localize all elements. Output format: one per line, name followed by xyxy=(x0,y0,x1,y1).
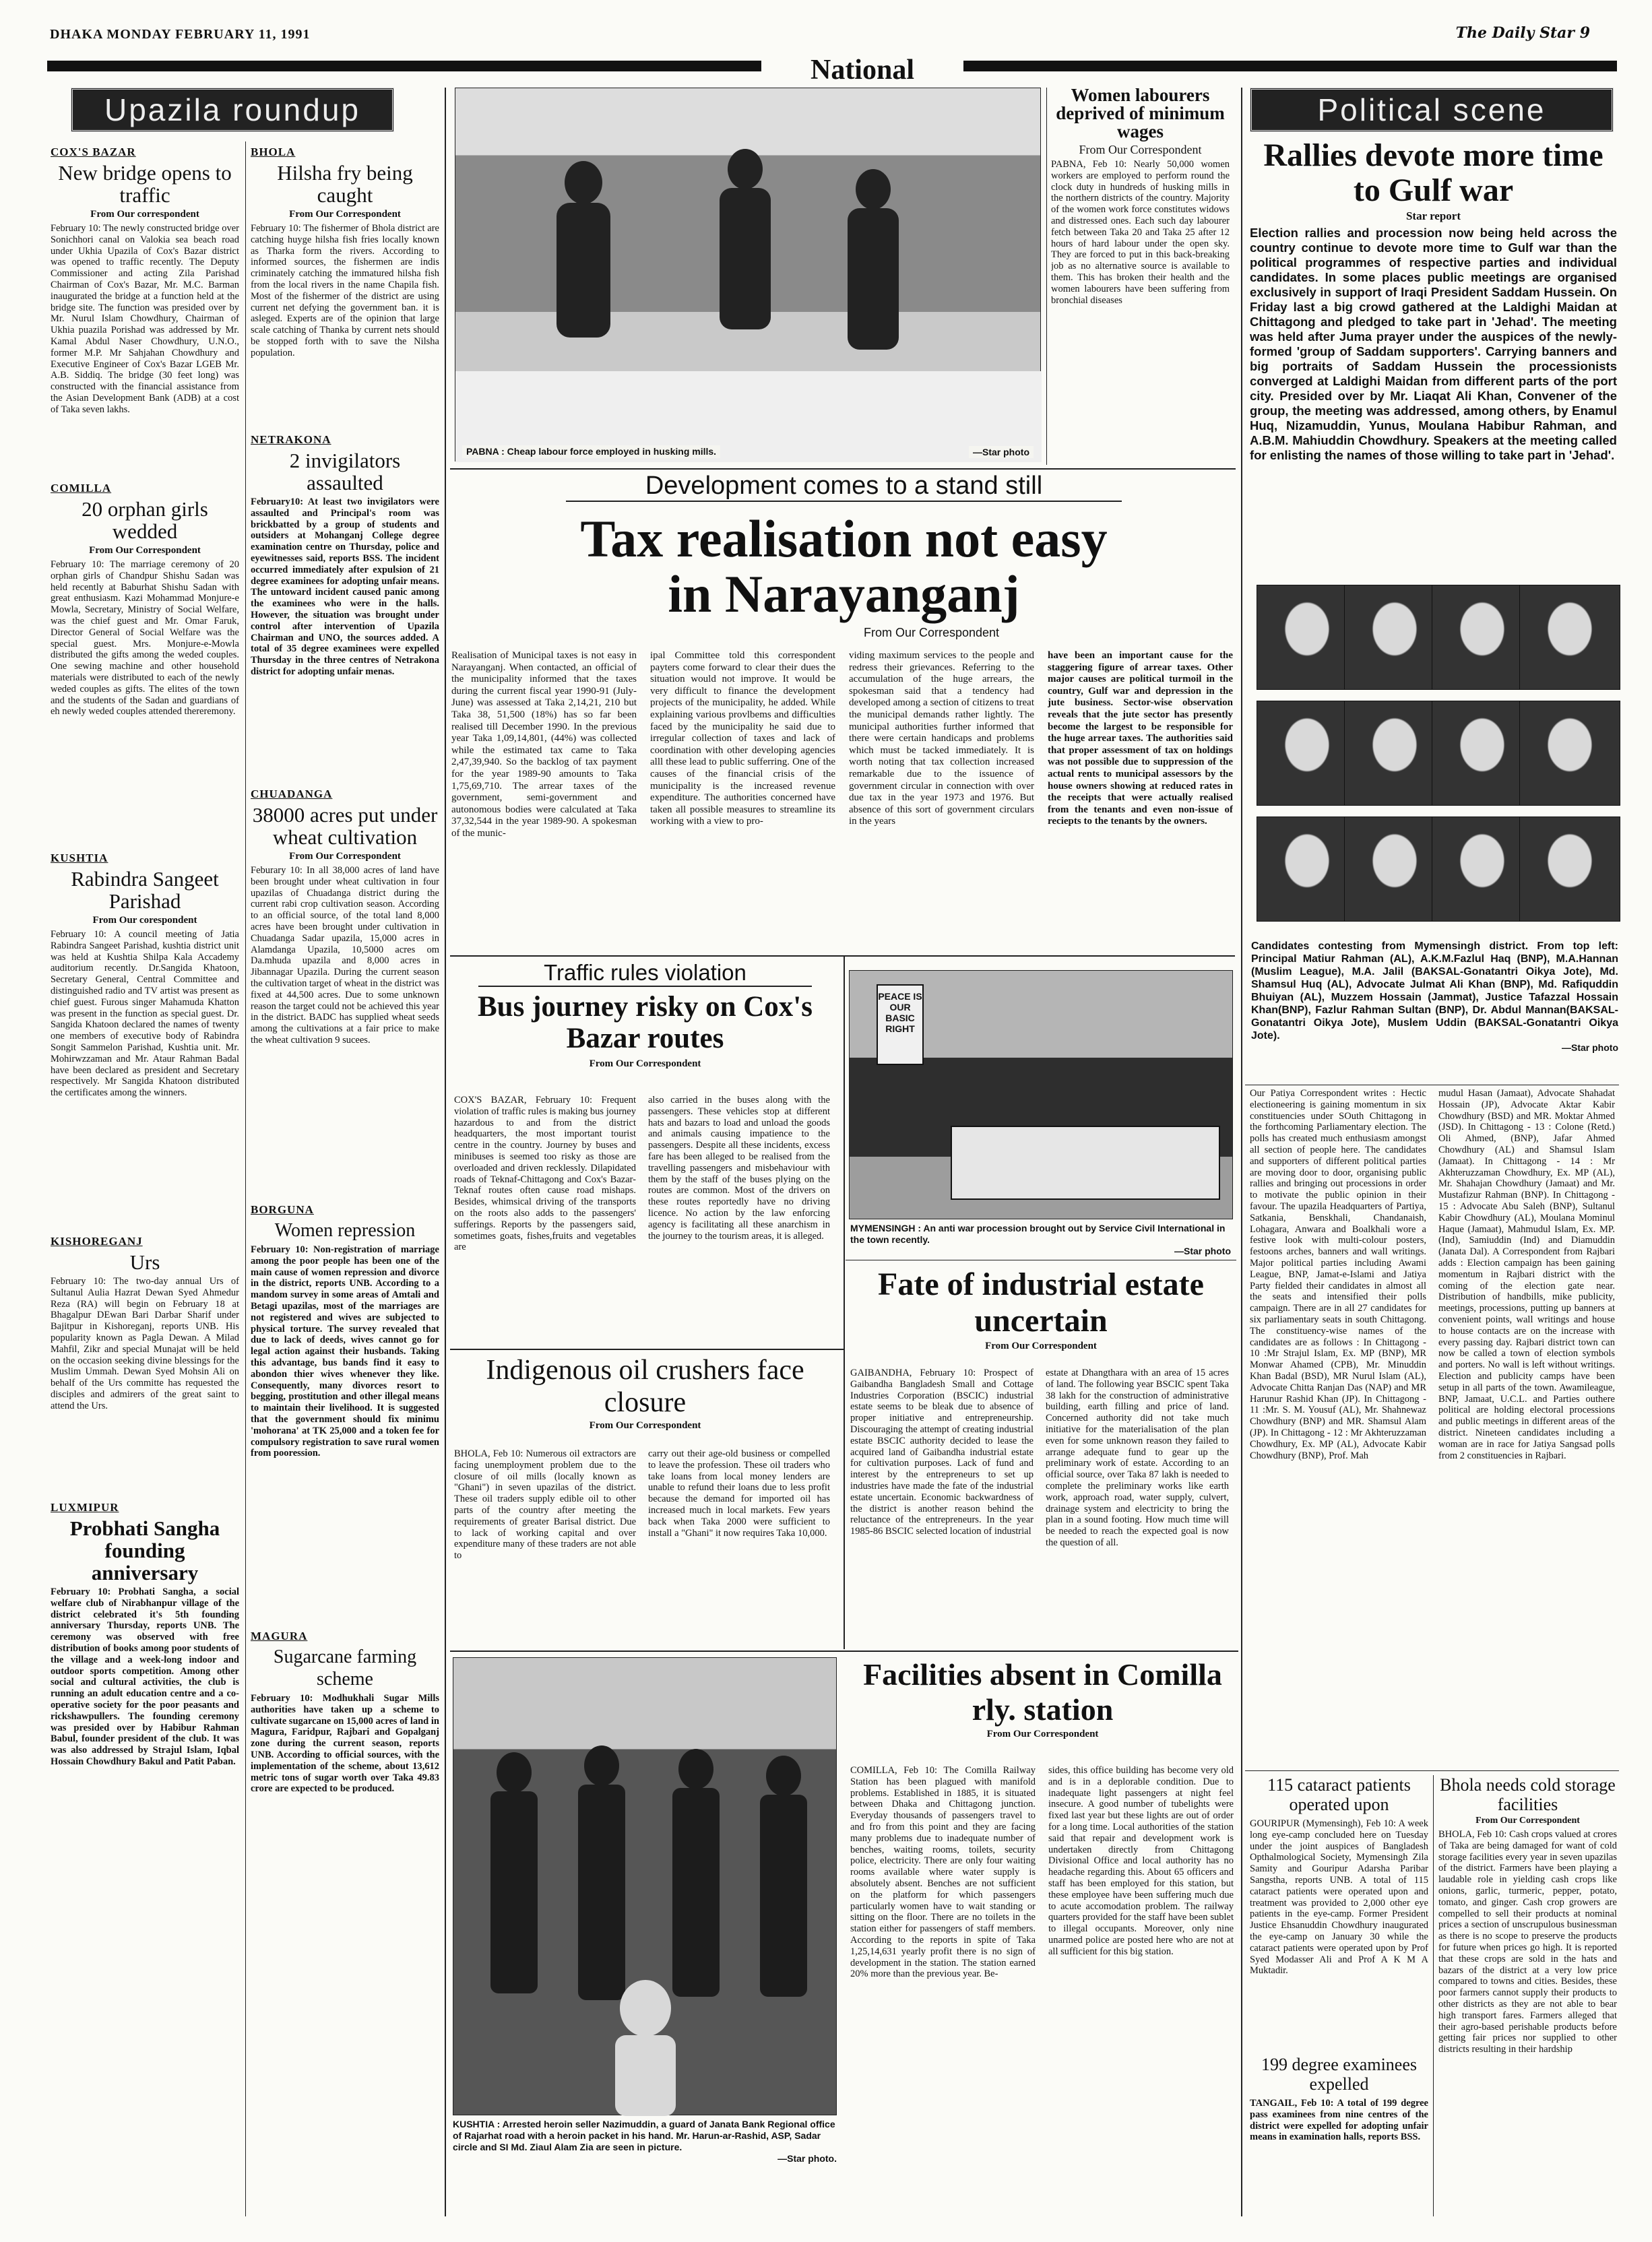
story-headline: 38000 acres put under wheat cultivation xyxy=(252,803,438,849)
women-labourers-story xyxy=(1051,86,1230,463)
upazila-roundup-band: Upazila roundup xyxy=(71,88,394,132)
story-headline: Indigenous oil crushers face closure xyxy=(486,1355,804,1418)
story-headline: Bus journey risky on Cox's Bazar routes xyxy=(478,991,813,1054)
column-divider xyxy=(245,141,246,2216)
kushtia-heroin-photo xyxy=(453,1657,837,2115)
photo-caption: KUSHTIA : Arrested heroin seller Nazimuddin, a guard of Janata Bank Regional office of Rajarhat road with a heroin packet in his hand. Mr. Harun-ar-Rashid, ASP, Sadar circle and SI Md. Ziaul Alam Zia are seen in picture. xyxy=(453,2119,835,2152)
locality-label: MAGURA xyxy=(251,1630,308,1642)
story-column: estate at Dhangthara with an area of 15 acres of land. The following year BSCIC spent Taka 38 lakh for the construction of administrative building, earth filling and price of land. Concerned authority did not take much initiative for the materialisation of the plan even for some unknown reason they failed to arrange adequate fund to gear up the preliminary work of estate. According to an official source, over Taka 87 lakh is needed to complete the preliminary works like earth work, approach road, water supply, culvert, drainage system and electricity to bring the plan in a sound footing. How much time will be needed to reach the expected goal is now the question of all. xyxy=(1046,1368,1229,1548)
photo-caption: PABNA : Cheap labour force employed in husking mills. xyxy=(462,445,720,458)
story-column: COX'S BAZAR, February 10: Frequent violation of traffic rules is making bus journey hazardous to and from the district headquarters, the most important tourist centre in the country. Journey by buses and minibuses is seemed too risky as those are overloaded and driven recklessly. Dilapidated roads of Teknaf-Chittagong and Cox's Bazar-Teknaf routes often cause road mishaps. Besides, whimsical driving of the transports on the roots also adds to the passengers' sufferings. Reports by the passengers said, sometimes goats, fishes,fruits and vegetables are xyxy=(454,1095,636,1253)
story-column: Realisation of Municipal taxes is not easy in Narayanganj. When contacted, an official of the municipality informed that the taxes during the current fiscal year 1990-91 (July-June) was assessed at Taka 2,14,21, 210 but Taka 38, 51,500 (18%) has so far been realised till December 1990. In the previous year Taka 1,09,14,801, (44%) was collected while the estimated tax came to Taka 2,47,39,940. So the backlog of tax payment for the year 1989-90 amounts to Taka 1,75,69,710. The arrear taxes of the government, semi-government and autonomous bodies were calculated at Taka 37,32,544 in the year 1989-90. A spokesman of the munic- xyxy=(451,650,637,839)
story-byline: From Our Correspondent xyxy=(1079,143,1202,156)
locality-label: NETRAKONA xyxy=(251,433,331,446)
story-body: February 10: Probhati Sangha, a social welfare club of Nirabhanpur village of the district celebrated it's 5th founding anniversary Thursday, reports UNB. The ceremony was observed with free distribution of books among poor students of the village and a week-long indoor and outdoor sports competition. Among other social and cultural activities, the club is running an adult education centre and a co-operative society for the poor peasants and rickshawpullers. The founding ceremony was presided over by Habibur Rahman Babul, founder president of the club. It was was also addressed by Strajul Islam, Iqbal Hossain Chowdhury Bakul and Patit Paban. xyxy=(51,1587,239,1767)
section-rule xyxy=(1245,1770,1619,1771)
expelled-story xyxy=(1250,2055,1428,2216)
story-byline: From Our Correspondent xyxy=(289,209,401,220)
masthead xyxy=(47,20,1617,86)
peace-placard: PEACE IS OUR BASIC RIGHT xyxy=(877,984,924,1065)
story-headline: Women repression xyxy=(274,1220,416,1241)
estate-story xyxy=(849,1267,1233,1644)
story-byline: From Our correspondent xyxy=(90,209,199,220)
story-body: February 10: A council meeting of Jatia Rabindra Sangeet Parishad, kushtia district unit was held at Kushtia Shilpa Kala Accademy auditorium recently. Dr.Sangida Khatoon, Secretary General, Central Committee and distinguished radio and TV artist was present as chief guest. Furous singer Mahamuda Khatton was present in the function as special guest. Dr. Sangida Khatoon declared the names of twenty one members of executive body of Rabindra Songit Sammelon Parishad, Kushtia unit. Mr. Mohirwzzaman and Mr. Ataur Rahman Badal have been declared as president and Secretary respectively. Mr Sangida Khatoon distributed the certificates among the winners. xyxy=(51,929,239,1099)
upazila-item xyxy=(251,146,439,425)
upazila-column-2 xyxy=(251,141,439,2216)
story-headline: 115 cataract patients operated upon xyxy=(1267,1775,1411,1814)
photo-credit: —Star photo xyxy=(1174,1246,1231,1256)
story-column: ipal Committee told this correspondent payters come forward to clear their dues the situation would not improve. It would be very difficult to finance the development projects of the municipality, he added. While explaining various provlbems and difficulties faced by the municipality he said due to irregular collection of taxes and lack of coordination with other developing agencies alll these lead to public sufferring. One of the causes of the financial crisis of the municipality is the increased revenue expenditure. The authorities concerned have taken all possible measures to streamline its working with a view to pro- xyxy=(650,650,835,827)
story-headline: Tax realisation not easy in Narayanganj xyxy=(580,509,1108,623)
candidate-portrait xyxy=(1519,816,1620,922)
candidate-portrait xyxy=(1432,701,1533,806)
story-column: BHOLA, Feb 10: Numerous oil extractors are facing unemployment problem due to the closure of oil mills (locally known as "Ghani") in seven upazilas of the district. These oil traders supply edible oil to other parts of the country after meeting the requirements of greater Barisal district. Due to lack of working capital and over expenditure many of these traders are not able to xyxy=(454,1448,636,1562)
locality-label: BORGUNA xyxy=(251,1203,314,1216)
upazila-item xyxy=(251,1203,439,1622)
story-body: Feburary 10: In all 38,000 acres of land have been brought under wheat cultivation in four upazilas of Chuadanga district during the current rabi crop cultivation season. According to an official source, of the total land 8,000 acres have been brought under cultivation in Chuadanga Sadar upazila, 15,000 acres in Alamdanga Upazila, 10,5000 acres om Da.mhuda upazila and 8,000 acres in Jibannagar Upazila. During the current season the cultivation target of wheat in the district was fixed at 44,500 acres. Due to some unknown reason the target could not be achieved this year in the district. BADC has supplied wheat seeds among the cultivations at a fair price to make the wheat cultivation 9 sucees. xyxy=(251,865,439,1046)
figures-illustration xyxy=(455,88,1042,462)
candidate-portrait xyxy=(1257,585,1358,690)
locality-label: COX'S BAZAR xyxy=(51,146,136,158)
candidates-photo-grid xyxy=(1250,579,1617,936)
story-column: have been an important cause for the staggering figure of arrear taxes. Other major causes are political turmoil in the country, Gulf war and depression in the jute business. Sector-wise observation reveals that the jute sector has presently become the largest to be responsible for the huge arrear taxes. The authorities said that proper assessment of tax on holdings was not possible due to suppression of the actual rents to municipal assessors by the house owners showing at reduced rates in the receipts that were actually realised from the tenants and even non-issue of reciepts to the tenants by the owners. xyxy=(1048,650,1233,827)
story-byline: From Our Correspondent xyxy=(589,1058,701,1069)
upazila-item xyxy=(51,1235,239,1492)
story-headline: Hilsha fry being caught xyxy=(277,161,413,207)
story-body: February 10: Modhukhali Sugar Mills authorities have taken up a scheme to cultivate sugarcane on 15,000 acres of land in Magura, Faridpur, Rajbari and Gopalganj zone during the current season, reports UNB. According to official sources, with the implementation of the scheme, about 13,612 metric tons of sugar worth over Taka 49.83 crore are expected to be produced. xyxy=(251,1693,439,1795)
paper-name-logo: The Daily Star 9 xyxy=(1455,24,1590,42)
candidate-portrait xyxy=(1519,585,1620,690)
story-headline: 199 degree examinees expelled xyxy=(1261,2055,1417,2094)
tax-story xyxy=(451,472,1236,984)
locality-label: KISHOREGANJ xyxy=(51,1235,143,1248)
political-story xyxy=(1250,138,1617,569)
photo-credit: —Star photo xyxy=(969,446,1034,458)
story-headline: 2 invigilators assaulted xyxy=(289,449,401,494)
story-byline: From Our Correspondent xyxy=(89,545,201,556)
story-column: Our Patiya Correspondent writes : Hectic electioneering is gaining momentum in six constituencies under SOuth Chittagong in the forthcoming Parliamentary election. The polls has created much enthusiasm amongst all section of people here. The candidates and supporters of different political parties are moving door to door, organising public rallies and bringing out processions in order to motivate the public opinion in their favour. The upazila Headquarters of Partiya, Satkania, Benskhali, Chandanaish, Lohagara, Anwara and Boalkhali wore a festive look with multi-colour posters, festoons arches, banners and wall writings. Major political parties including Awami League, BNP, Jamat-e-Islami and Jatiya Party fielded their candidates in almost all the seats and intensified their polls campaign. There are in all 27 candidates for six parliamentary seats in south Chittagong. The constituency-wise names of the candidates are as follows : In Chittagong - 10 :Mr Strajul Islam, Ex. MP (BNP), MR Monwar Ahamed (CPB), Mr. Minuddin Khan Badal (BSD), MR Nurul Islam (AL), Advocate Chitta Ranjan Das (NAP) and MR Harunur Rashid Khan (JP). In Chittagong - 11 :Mr. S. M. Yousuf (AL), Mr. Shahnewaz Chowdhury (BNP) and MR. Shamsul Alam (JP). In Chittagong - 12 : Mr Akhteruzzaman Chowdhury, Ex. MP (AL), Advocate Kabir Chowdhury (BNP), Prof. Mah xyxy=(1250,1088,1426,1461)
story-byline: From Our Correspondent xyxy=(1475,1816,1580,1826)
banner-graphic xyxy=(951,1126,1220,1200)
story-headline: Women labourers deprived of minimum wages xyxy=(1056,86,1225,141)
upazila-item xyxy=(51,852,239,1225)
section-rule xyxy=(450,1349,844,1350)
story-column: GAIBANDHA, February 10: Prospect of Gaibandha Bangladesh Small and Cottage Industries Corporation (BSCIC) industrial estate seems to be bleak due to absence of proper initiative and entrepreneurship. Discouraging the attempt of creating industrial estate BSCIC authority decided to lease the acquired land of Gaibandha industrial estate for cultivation purposes. Lack of fund and interest by the entrepreneurs to set up industries have made the fate of the industrial estate uncertain. Economic backwardness of the district is another reason behind the reluctance of the entrepreneurs. In the year 1985-86 BSCIC selected location of industrial xyxy=(850,1368,1034,1537)
column-divider xyxy=(445,88,446,2216)
comilla-story xyxy=(849,1657,1236,2216)
political-columns xyxy=(1250,1088,1617,1762)
story-byline: From Our Correspondent xyxy=(289,851,401,862)
story-column: also carried in the buses along with the passengers. These vehicles stop at different hats and bazars to load and unload the goods and animals causing impatience to the passengers. Despite all these incidents, excess fare has been alleged to be realised from the travelling passengers and misbehaviour with them by the staff of the buses plying on the routes are common. Most of the drivers on these routes reportedly have no driving licence. No action by the law enforcing agency is facilitating all these anarchism in the journey to the tourism areas, it is alleged. xyxy=(648,1095,830,1242)
column-divider xyxy=(844,955,845,1649)
story-body: BHOLA, Feb 10: Cash crops valued at crores of Taka are being damaged for want of cold storage facilities every year in seven upazilas of the district. Farmers have been playing a laudable role in yielding cash crops like onions, garlic, turmeric, pepper, potato, tomato, and ginger. Cash crop growers are compelled to sell their products at nominal prices a section of unscrupulous businessman as there is no scope to preserve the products for future when prices go high. It is reported that these crops are sold in the hats and bazars of the district at a very low price compared to towns and cities. Besides, these poor farmers cannot supply their products to other districts as they are not able to bear high transport fares. Farmers alleged that their agro-based perishable products before getting fair prices nor supplied to other districts resulting in their hardship xyxy=(1438,1829,1617,2055)
story-body: February 10: The two-day annual Urs of Sultanul Aulia Hazrat Dewan Syed Ahmedur Reza (RA) will begin on February 18 at Bhagalpur DEwan Bari Darbar Sharif under Bajitpur in Kishoreganj, reports UNB. His popularity known as Pagla Dewan. A Milad Mahfil, Zikr and special Munajat will be held on the occasion seeking divine blessings for the Muslim Ummah. Dewan Syed Mohsin Ali on behalf of the Urs committe has requested the disciples and admirers of the great saint to attend the Urs. xyxy=(51,1276,239,1411)
candidate-portrait xyxy=(1519,701,1620,806)
section-rule xyxy=(450,468,1236,470)
story-body: February 10: The marriage ceremony of 20 orphan girls of Chandpur Shishu Sadan was held recently at Baburhat Shishu Sadan with great enthusiasm. Kazi Mohammad Monjure-e Mowla, Secretary, Ministry of Social Welfare, was the chief guest and Mr. Omar Faruk, Director General of Social Welfare was the special guest. Mrs. Monjure-e-Mowla distributed the gifts among the weded couples. One sewing machine and other household materials were distributed to each of the newly weded couples as gifts. The elites of the town and the students of the Sadan and guardians of eh newly weded couples attended thereremony. xyxy=(51,559,239,717)
photo-credit: —Star photo xyxy=(1562,1042,1618,1053)
story-headline: 20 orphan girls wedded xyxy=(82,497,208,543)
story-headline: Rallies devote more time to Gulf war xyxy=(1263,138,1603,208)
story-column: carry out their age-old business or compelled to leave the profession. These oil traders who take loans from local money lenders are unable to refund their loans due to less profit because the demand for imported oil has increased much in local markets. Few years back when Taka 2000 were sufficient to install a "Ghani" it now requires Taka 10,000. xyxy=(648,1448,830,1539)
column-divider xyxy=(1046,88,1047,465)
group-illustration xyxy=(453,1658,837,2116)
story-byline: Star report xyxy=(1405,210,1461,222)
tax-columns xyxy=(451,650,1236,973)
story-column: COMILLA, Feb 10: The Comilla Railway Station has been plagued with manifold problems. Established in 1885, it is situated between Dhaka and Chittagong junction. Everyday thousands of passengers travel to and fro from this point and they are facing many problems due to inadequate number of benches, waiting rooms, toilets, security police, electricity. There are only four waiting rooms available where water supply is absolutely absent. Benches are not sufficient on the platform for which passengers particularly women have to wait standing or sitting on the floor. There are no toilets in the station either for passengers of staff members. According to the reports in spite of Taka 1,25,14,631 yearly profit there is no sign of development in the station. The station earned 20% more than the previous year. Be- xyxy=(850,1765,1036,1980)
locality-label: LUXMIPUR xyxy=(51,1501,119,1514)
bhola-cold-storage-story xyxy=(1438,1775,1617,2216)
story-body: TANGAIL, Feb 10: A total of 199 degree pass examinees from nine centres of the district were expelled for adopting unfair means in examination halls, reports BSS. xyxy=(1250,2098,1428,2143)
candidate-portrait xyxy=(1432,816,1533,922)
dateline: DHAKA MONDAY FEBRUARY 11, 1991 xyxy=(50,27,311,42)
kushtia-caption-block xyxy=(453,2119,837,2164)
story-byline: From Our Correspondent xyxy=(863,626,1000,639)
story-kicker: Development comes to a stand still xyxy=(566,472,1122,502)
story-byline: From Our Correspondent xyxy=(985,1341,1097,1351)
section-rule xyxy=(450,955,1235,957)
masthead-rule-right xyxy=(963,61,1617,71)
oil-story xyxy=(451,1354,839,1644)
political-scene-band: Political scene xyxy=(1250,88,1614,132)
column-divider xyxy=(1241,88,1242,2216)
story-body: Election rallies and procession now being held across the country continue to devote more time to Gulf war than the political programmes of respective parties and individual candidates. In some places public meetings are organised exclusively in support of Iraqi President Saddam Hussein. On Friday last a big crowd gathered at the Laldighi Maidan at Chittagong and pledged to take part in 'Jehad'. The meeting was held after Juma prayer under the auspices of the newly-formed 'group of Saddam supporters'. Carrying banners and big portraits of Saddam Hussein the processionists converged at Laldighi Maidan from different parts of the port city. Presided over by Mr. Liaqat Ali Khan, Convener of the group, the meeting was addressed, among others, by Enamul Huq, Nizamuddin, Yunus, Moulana Habibur Rahman, and A.B.M. Mahiuddin Chowdhury. Speakers at the meeting called for enlisting the names of those willing to take part in 'Jehad'. xyxy=(1250,226,1617,462)
upazila-column-1 xyxy=(51,141,239,2216)
upazila-item xyxy=(251,1630,439,1868)
story-headline: Sugarcane farming scheme xyxy=(273,1646,417,1690)
candidate-portrait xyxy=(1432,585,1533,690)
candidate-portrait xyxy=(1344,585,1445,690)
story-headline: Facilities absent in Comilla rly. station xyxy=(863,1657,1222,1727)
story-headline: Rabindra Sangeet Parishad xyxy=(71,867,219,913)
story-headline: Bhola needs cold storage facilities xyxy=(1440,1775,1616,1814)
story-headline: New bridge opens to traffic xyxy=(58,161,232,207)
story-column: viding maximum services to the people and redress their grievances. Referring to the accumulation of the huge arrears, the spokesman said that a tendency had developed among a section of citizens to treat the municipal demands rather lightly. The municipal authorities further informed that there were certain handicaps and problems which must be tacked immediately. It is worth noting that tax collection increased remarkable due to the issuence of government circular in connection with over due tax in the year 1973 and 1976. But absence of this sort of government circulars in the years xyxy=(849,650,1034,827)
pabna-husking-mill-photo xyxy=(455,88,1041,461)
column-divider xyxy=(1433,1775,1434,2216)
photo-caption: MYMENSINGH : An anti war procession brought out by Service Civil International in the town recently. xyxy=(850,1223,1226,1245)
page-number: 9 xyxy=(1579,24,1590,42)
story-body: February10: At least two invigilators were assaulted and Principal's room was brickbatted by a group of students and outsiders at Mohanganj College degree examination centre on Thursday, police and eyewitnesses said, reports BSS. The incident occurred immediately after expulsion of 21 degree examinees for adopting unfair means. The untoward incident caused panic among the examinees who were in the halls. However, the situation was brought under control after intervention of Upazila Chairman and UNO, the sources added. A total of 35 degree examinees were expelled Thursday in the three centres of Netrakona district for adopting unfair menas. xyxy=(251,497,439,677)
upazila-item xyxy=(251,433,439,779)
story-body: GOURIPUR (Mymensingh), Feb 10: A week long eye-camp concluded here on Tuesday under the joint auspices of Bangladesh Opthalmological Society, Mymensingh Zila Samity and Gouripur Adarsha Paribar Sangstha, reports UNB. A total of 115 cataract patients were operated upon and treatment was provided to 2,000 other eye patients in the eye-camp. Former President Justice Ehsanuddin Chowdhury inaugurated the eye-camp on January 30 while the cataract patients were operated upon by Prof Syed Modasser Ali and Prof A K M A Muktadir. xyxy=(1250,1818,1428,1977)
story-column: sides, this office building has become very old and is in a deplorable condition. Due to inadequate light passengers at night feel insecure. A good number of tubelights were fixed last year but these lights are out of order for a long time. Local authorities of the station said that repair and development work is undertaken directly from Chittagong Divisional Office and local authority has no headache regarding this. About 65 officers and staff has been employed for this station, but these employee have been suffering much due to acute accomodation problem. The railway quarters provided for the staff have been sublet to illegal occupants. Moreover, only nine unarmed police are posted here who are not at all sufficient for this big station. xyxy=(1048,1765,1234,1957)
locality-label: CHUADANGA xyxy=(251,788,333,800)
story-column: mudul Hasan (Jamaat), Advocate Shahadat Hossain (JP), Advocate Aktar Kabir Chowdhury (BSD) and MR. Moktar Ahmed (JSD). In Chittagong - 13 : Colone (Retd.) Oli Ahmed, (BNP), Jafar Ahmed Chowdhury (AL) and Shamsul Islam (Jamaat). In Chittagong - 14 : Mr Akhteruzzaman Chowdhury, Ex. MP (AL), Mr. Shahajan Chowdhury (Jamaat) and Mr. Mustafizur Rahman (BNP). In Chittagong - 15 : Advocate Abu Saleh (BNP), Sultanul Kabir Chowdhury (AL), Moulana Mominul Haque (Jamaat), Mahmudul Islam, Ex. MP. (Ind), Samiuddin (Ind) and Diamuddin (Janata Dal). A Correspondent from Rajbari adds : Election campaign has been gaining momentum in Rajbari district with the coming of the election gate near. Distribution of handbills, mike publicity, meetings, processions, putting up banners at convenient points, wall writings and house to house contacts are on the increase with every passing day. Rajbari district town can now be called a town of election symbols and porters. No wall is left without writings. Election and publicity camps have been setup in all parts of the town. Awamileague, BNP, Jamaat, U.C.L. and Parties outhere political are holding electoral processions and public meetings in different areas of the district. Nineteen candidates including a woman are in race for Jatiya Sangsad polls from 2 constituencies in Rajbari. xyxy=(1438,1088,1615,1461)
upazila-item xyxy=(51,482,239,842)
story-body: February 10: Non-registration of marriage among the poor people has been one of the main cause of women repression and divorce in the district, reports UNB. According to a mandom survey in some areas of Amtali and Betagi upazilas, most of the marriages are not registered and wives are subjected to physical torture. The survey revealed that due to lack of deeds, wives cannot go for legal action against their husbands. Taking this advantage, bus bands find it easy to abondon thier wives whenever they like. Consequently, many divorces resort to begging, prostitution and other illegal means to maintain their livelihood. It is suggested that the government should fix minimu 'mohorana' at TK 25,000 and a token fee for compulsory registration to save rural women from pooression. xyxy=(251,1244,439,1459)
candidate-portrait xyxy=(1257,701,1358,806)
story-headline: Fate of industrial estate uncertain xyxy=(878,1267,1204,1339)
photo-credit: —Star photo. xyxy=(777,2153,837,2164)
story-body: February 10: The newly constructed bridge over Sonichhori canal on Valokia sea beach road under Ukhia Upazila of Cox's Bazar district was opened to traffic recently. The Deputy Commissioner and acting Zila Parishad Chairman of Cox's Bazar, Mr. M.C. Barman inaugurated the bridge at a function held at the bridge site. The function was presided over by Mr. Nurul Islam Chowdhury, Chairman of Ukhia puazila Porishad was addressed by Mr. Kamal Abdul Naser Chowdhury, U.N.O., former M.P. Mr Sahjahan Chowdhury and Executive Engineer of Cox's Bazar LGEB Mr. A.B. Siddiq. The bridge (30 feet long) was constructed with the financial assistance from the Asian Development Bank (ADB) at a cost of Taka seven lakhs. xyxy=(51,223,239,415)
section-rule xyxy=(450,1651,1238,1652)
locality-label: COMILLA xyxy=(51,482,112,494)
photo-caption: Candidates contesting from Mymensingh district. From top left: Principal Matiur Rahman (AL), A.K.M.Fazlul Haq (BNP), M.A.Hannan (Muslim League), M.A. Jalil (BAKSAL-Gonatantri Oikya Jote), Md. Shamsul Huq (AL), Advocate Julmat Ali Khan (BNP), Md. Rafiquddin Bhuiyan (AL), Muzzem Hossain (Jammat), Justice Tafazzal Hossain Khan(BNP), Fazlur Rahman Sultan (BNP), Dr. Abdul Mannan(BAKSAL-Gonatantri Oikya Jote), Muslem Uddin (BAKSAL-Gonatantri Oikya Jote). xyxy=(1251,940,1618,1042)
upazila-item xyxy=(51,146,239,472)
story-headline: Probhati Sangha founding anniversary xyxy=(69,1516,220,1584)
locality-label: BHOLA xyxy=(251,146,296,158)
masthead-rule-left xyxy=(47,61,761,71)
story-body: PABNA, Feb 10: Nearly 50,000 women workers are employed to perform round the clock duty in hundreds of husking mills in the northern districts of the country. Majority of the women work force constitutes widows and distressed ones. Each such day labourer fetch between Taka 20 and Taka 25 after 12 hours of hard labour under the open sky. They are forced to put in this back-breaking job as no alternative source is available to them. This has broken their health and the women labourers have been suffering from bronchial diseases xyxy=(1051,159,1230,306)
mymensingh-caption-block xyxy=(850,1223,1231,1256)
candidates-caption-block xyxy=(1251,940,1618,1053)
upazila-item xyxy=(51,1501,239,1843)
locality-label: KUSHTIA xyxy=(51,852,108,864)
story-kicker: Traffic rules violation xyxy=(478,960,812,987)
story-byline: From Our Correspondent xyxy=(589,1420,701,1431)
story-byline: From Our Correspondent xyxy=(986,1729,1099,1739)
story-body: February 10: The fishermer of Bhola district are catching huyge hilsha fish fries locally known as Tharka form the rivers. According to informed sources, the fishermen are indis criminately catching the immatured hilsha fish from the local rivers in the name Chapila fish. Most of the fishermer of the district are using current net defying the government ban. it is asleged. Experts are of the opinion that large scale catching of Thanka by current nets should be stopped forth with to save the Nilsha population. xyxy=(251,223,439,358)
mymensingh-procession-photo xyxy=(849,970,1233,1219)
candidate-portrait xyxy=(1344,701,1445,806)
cataract-story xyxy=(1250,1775,1428,2058)
page-section-label: National xyxy=(810,55,914,86)
story-byline: From Our corespondent xyxy=(92,915,197,926)
bus-story xyxy=(451,960,839,1337)
candidate-portrait xyxy=(1344,816,1445,922)
candidate-portrait xyxy=(1257,816,1358,922)
upazila-item xyxy=(251,788,439,1195)
story-headline: Urs xyxy=(129,1250,160,1274)
